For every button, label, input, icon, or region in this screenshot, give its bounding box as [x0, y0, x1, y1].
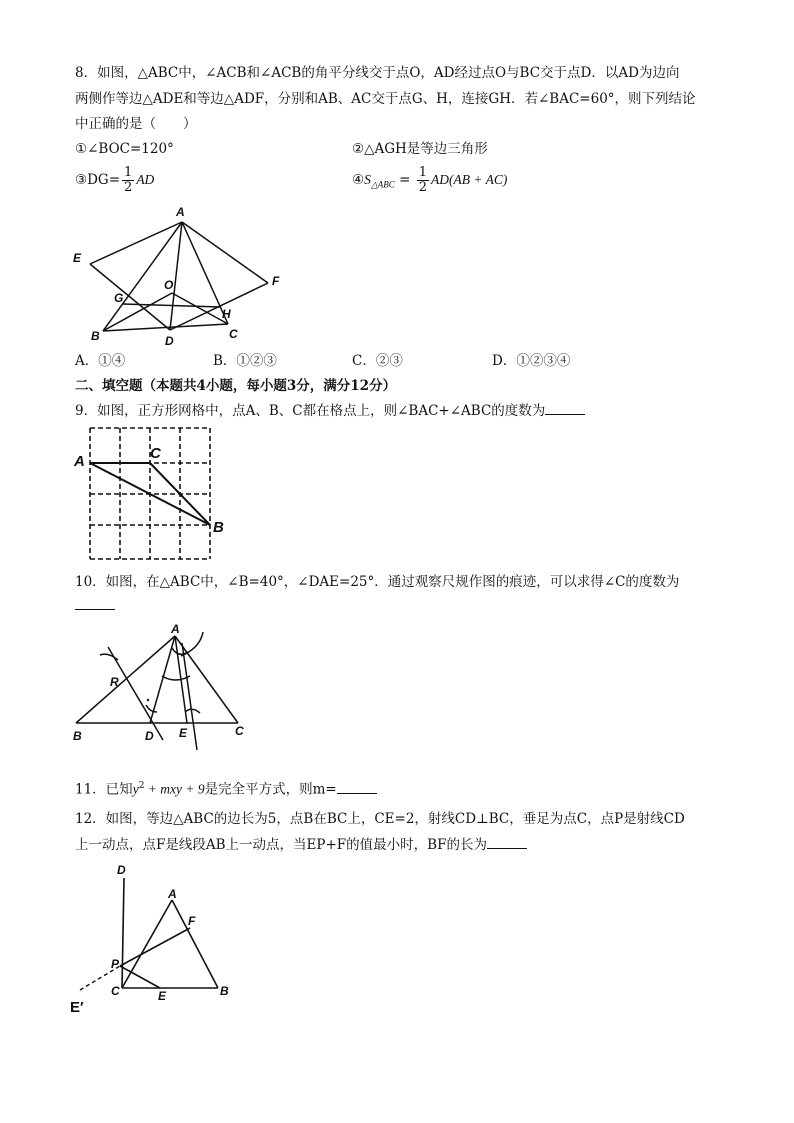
q9-label-B: B: [213, 519, 224, 536]
q8-label-O: O: [164, 278, 174, 292]
q8-option-a: A．①④: [75, 353, 126, 369]
q8-s3-num: 1: [124, 165, 133, 180]
q8-s4-sub: △ABC: [370, 179, 395, 190]
q8-option-b: B．①②③: [213, 353, 277, 369]
q12-label-B: B: [220, 984, 229, 998]
q11-suffix: 是完全平方式，则m=: [204, 781, 337, 798]
q8-statement-1: ①∠BOC=120°: [75, 141, 174, 157]
q12-line1: 12．如图，等边△ABC的边长为5，点B在BC上，CE=2，射线CD⊥BC，垂足为点C，点P是射线CD: [75, 811, 685, 827]
q8-s4-s: S: [364, 172, 371, 187]
q10-label-E: E: [179, 726, 188, 740]
q8-label-D: D: [165, 334, 174, 348]
q12-label-E: E: [158, 989, 167, 1003]
q8-s4-num: 1: [418, 165, 427, 180]
q10-label-C: C: [235, 724, 244, 738]
q8-label-E: E: [73, 251, 82, 265]
q9-prompt: 9．如图，正方形网格中，点A、B、C都在格点上，则∠BAC+∠ABC的度数为: [75, 403, 546, 419]
q8-s4-prefix: ④: [352, 172, 365, 188]
q8-s3-suffix: AD: [136, 172, 155, 187]
q8-label-G: G: [114, 291, 124, 305]
q8-line1: 8．如图，△ABC中，∠ACB和∠ACB的角平分线交于点O，AD经过点O与BC交于点D．以AD为边向: [75, 65, 680, 81]
q11-expr-sup: 2: [138, 781, 145, 791]
q8-line2: 两侧作等边△ADE和等边△ADF，分别和AB、AC交于点G、H，连接GH．若∠BAC=60°，则下列结论: [75, 91, 696, 107]
q10-text: 10．如图，在△ABC中，∠B=40°，∠DAE=25°．通过观察尺规作图的痕迹，可以求得∠C的度数为: [75, 574, 680, 590]
q9-label-C: C: [150, 445, 161, 462]
q8-label-H: H: [222, 307, 231, 321]
q12-label-E-prime: E′: [70, 999, 84, 1016]
q10-label-A: A: [171, 622, 180, 636]
q8-s3-prefix: ③DG=: [75, 172, 121, 188]
q12-label-D: D: [117, 863, 126, 877]
q10-label-R: R: [110, 675, 119, 689]
q8-s4-suffix: AD(AB + AC): [430, 172, 508, 187]
q8-label-C: C: [229, 327, 238, 341]
q11-expr-y: y: [132, 781, 139, 797]
q8-s4-eq: =: [394, 172, 415, 188]
q10-label-D: D: [145, 729, 154, 743]
q12-label-F: F: [188, 914, 196, 928]
q8-s4-den: 2: [418, 180, 427, 195]
q12-label-C: C: [111, 984, 120, 998]
q8-line3: 中正确的是（ ）: [75, 116, 197, 132]
q8-label-F: F: [272, 274, 280, 288]
q8-option-d: D．①②③④: [492, 353, 571, 369]
section-heading: 二、填空题（本题共4小题，每小题3分，满分12分）: [75, 378, 397, 394]
q8-s3-den: 2: [124, 180, 133, 195]
q11-prefix: 11．已知: [75, 781, 133, 798]
q10-label-B: B: [73, 729, 82, 743]
q12-label-A: A: [168, 887, 177, 901]
q12-label-P: P: [111, 957, 120, 971]
q8-option-c: C．②③: [352, 353, 403, 369]
q11-expr-mid: + mxy + 9: [144, 781, 205, 797]
q12-prompt: 上一动点，点F是线段AB上一动点，当EP+F的值最小时，BF的长为: [75, 837, 487, 853]
q8-statement-2: ②△AGH是等边三角形: [352, 141, 488, 157]
q8-label-B: B: [91, 329, 100, 343]
q9-label-A: A: [74, 453, 85, 470]
q8-label-A: A: [176, 205, 185, 219]
